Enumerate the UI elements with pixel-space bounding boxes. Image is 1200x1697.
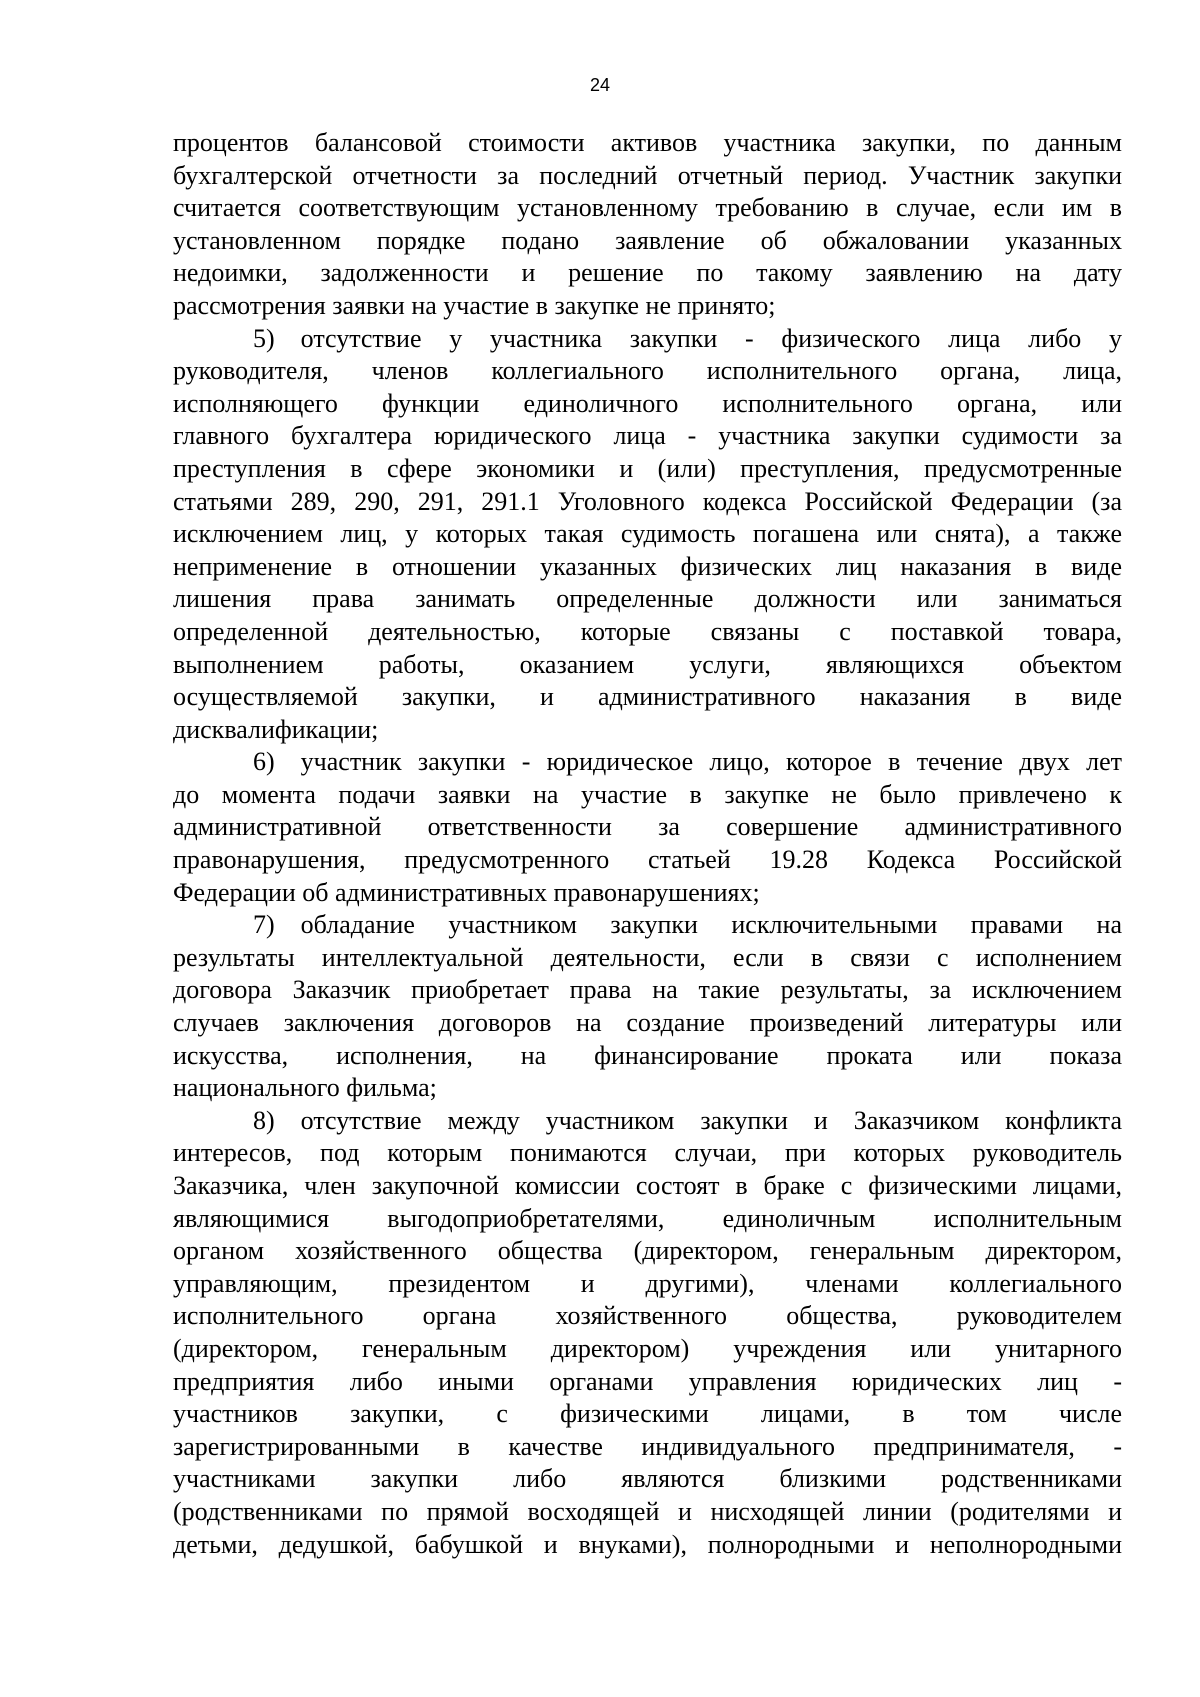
text-line: детьми, дедушкой, бабушкой и внуками), полнородными и неполнородными (173, 1529, 1122, 1559)
text-line: неприменение в отношении указанных физических лиц наказания в виде (173, 551, 1122, 581)
text-line: участников закупки, с физическими лицами, в том числе (173, 1399, 1122, 1429)
text-line: рассмотрения заявки на участие в закупке не принято; (173, 290, 776, 320)
text-line: правонарушения, предусмотренного статьей 19.28 Кодекса Российской (173, 845, 1122, 875)
text-line: 8) отсутствие между участником закупки и Заказчиком конфликта (253, 1105, 1122, 1135)
text-line: Заказчика, член закупочной комиссии состоят в браке с физическими лицами, (173, 1171, 1122, 1200)
text-line: договора Заказчик приобретает права на такие результаты, за исключением (173, 975, 1122, 1005)
text-line: Федерации об административных правонарушениях; (173, 877, 760, 907)
text-line: (родственниками по прямой восходящей и нисходящей линии (родителями и (173, 1496, 1122, 1526)
text-line: недоимки, задолженности и решение по такому заявлению на дату (173, 258, 1122, 288)
text-line: дисквалификации; (173, 714, 379, 744)
text-line: результаты интеллектуальной деятельности, если в связи с исполнением (173, 942, 1122, 972)
text-line: до момента подачи заявки на участие в закупке не было привлечено к (173, 779, 1122, 809)
text-line: административной ответственности за совершение административного (173, 812, 1122, 842)
text-line: случаев заключения договоров на создание произведений литературы или (173, 1008, 1122, 1038)
text-line: процентов балансовой стоимости активов участника закупки, по данным (173, 128, 1122, 157)
document-body (173, 127, 1122, 1561)
text-line: считается соответствующим установленному требованию в случае, если им в (173, 193, 1122, 223)
text-line: 6) участник закупки - юридическое лицо, которое в течение двух лет (253, 747, 1122, 777)
text-line: участниками закупки либо являются близкими родственниками (173, 1464, 1122, 1494)
text-line: определенной деятельностью, которые связаны с поставкой товара, (173, 616, 1122, 646)
text-line: выполнением работы, оказанием услуги, являющихся объектом (173, 649, 1122, 679)
text-line: предприятия либо иными органами управления юридических лиц - (173, 1366, 1122, 1396)
text-line: статьями 289, 290, 291, 291.1 Уголовного кодекса Российской Федерации (за (173, 486, 1122, 516)
text-line: являющимися выгодоприобретателями, единоличным исполнительным (173, 1203, 1122, 1233)
text-line: зарегистрированными в качестве индивидуального предпринимателя, - (173, 1431, 1122, 1461)
text-line: управляющим, президентом и другими), членами коллегиального (173, 1268, 1122, 1298)
text-line: национального фильма; (173, 1073, 437, 1103)
text-line: исполняющего функции единоличного исполнительного органа, или (173, 388, 1122, 418)
text-line: исполнительного органа хозяйственного общества, руководителем (173, 1301, 1122, 1331)
text-line: интересов, под которым понимаются случаи, при которых руководитель (173, 1138, 1122, 1168)
text-line: установленном порядке подано заявление об обжаловании указанных (173, 225, 1122, 255)
text-line: (директором, генеральным директором) учреждения или унитарного (173, 1333, 1122, 1363)
text-line: осуществляемой закупки, и административного наказания в виде (173, 682, 1122, 712)
text-line: искусства, исполнения, на финансирование проката или показа (173, 1040, 1122, 1070)
text-line: бухгалтерской отчетности за последний отчетный период. Участник закупки (173, 160, 1122, 190)
text-line: главного бухгалтера юридического лица - участника закупки судимости за (173, 421, 1122, 451)
text-line: исключением лиц, у которых такая судимость погашена или снята), а также (173, 519, 1122, 549)
text-line: 5) отсутствие у участника закупки - физического лица либо у (253, 323, 1122, 353)
text-line: лишения права занимать определенные должности или заниматься (173, 584, 1122, 614)
page-number: 24 (589, 75, 611, 95)
text-line: руководителя, членов коллегиального исполнительного органа, лица, (173, 356, 1122, 386)
text-line: органом хозяйственного общества (директором, генеральным директором, (173, 1236, 1122, 1266)
text-line: преступления в сфере экономики и (или) преступления, предусмотренные (173, 453, 1122, 483)
text-line: 7) обладание участником закупки исключительными правами на (253, 910, 1122, 940)
